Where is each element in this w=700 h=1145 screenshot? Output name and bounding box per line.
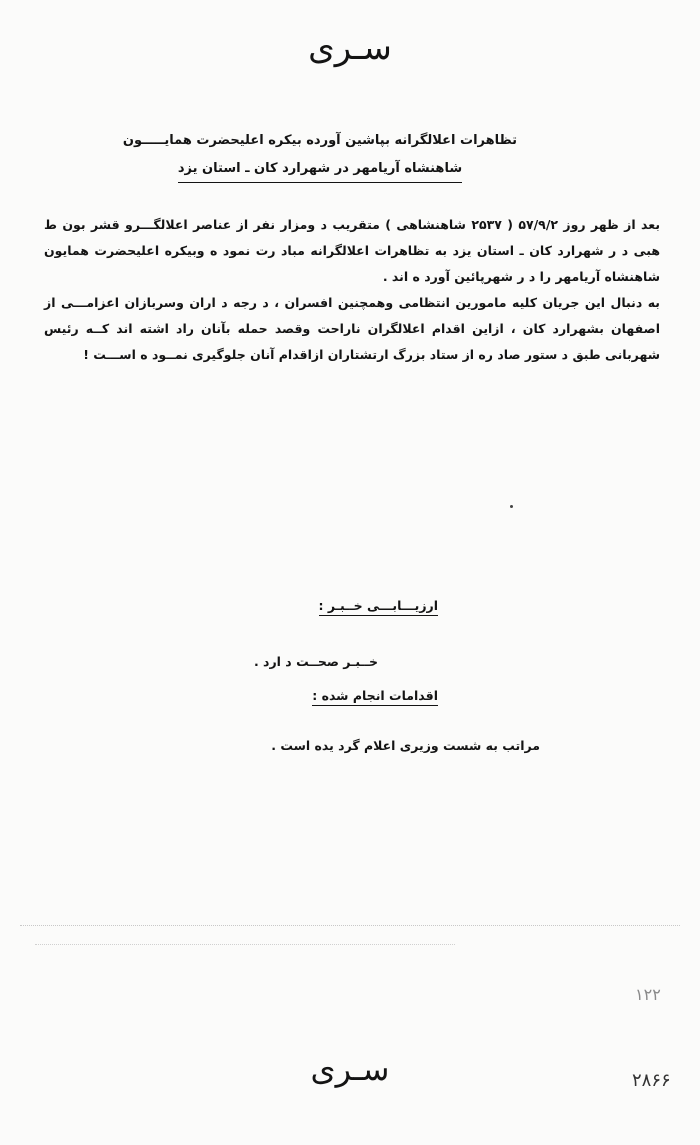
page-number: ۲۸۶۶	[632, 1070, 671, 1091]
actions-heading	[312, 688, 438, 706]
assessment-label: ارزیـــابـــی خــبـر :	[319, 598, 438, 616]
body-paragraph-1: بعد از ظهر روز ۵۷/۹/۲ ( ۲۵۳۷ شاهنشاهی ) متقریب د ومزار نفر از عناصر اعلالگـــرو قشر بون ط هبی د ر شهرارد کان ـ استان یزد به تظاهرات اعلالگرانه مباد رت نمود ه وبیکره اعلیحضرت همایون شاهنشاه آریامهر را د ر شهرپائین آورد ه اند .	[44, 217, 661, 284]
document-body	[44, 212, 660, 368]
classification-stamp-top: سـری	[308, 28, 392, 68]
header-line-2: شاهنشاه آریامهر در شهرارد کان ـ استان یزد	[178, 158, 462, 183]
ink-dot	[510, 505, 513, 508]
margin-note: ۱۲۲	[635, 985, 661, 1004]
assessment-heading	[319, 598, 438, 616]
body-paragraph-2: به دنبال این جریان کلیه مامورین انتظامی وهمچنین افسران ، د رجه د اران وسربازان اعزامـــی از اصفهان بشهرارد کان ، ازاین اقدام اعلالگران ناراحت وقصد حمله بآنان راد اشته اند کــه رئیس شهربانی طبق د ستور صاد ره از ستاد بزرگ ارتشتاران ازاقدام آنان جلوگیری نمــود ه اســـت !	[44, 295, 660, 362]
scan-artifact-line	[20, 925, 680, 926]
document-header	[110, 130, 530, 183]
classification-stamp-bottom: سـری	[310, 1050, 390, 1088]
assessment-value: خــبـر صحــت د ارد .	[253, 654, 378, 669]
header-line-1: تظاهرات اعلالگرانه بپاشین آورده بیکره اعلیحضرت همایـــــون	[122, 133, 518, 148]
closing-line: مراتب به شست وزیری اعلام گرد یده است .	[271, 738, 540, 753]
actions-label: اقدامات انجام شده :	[312, 688, 438, 706]
scan-artifact-line-2	[35, 944, 455, 945]
